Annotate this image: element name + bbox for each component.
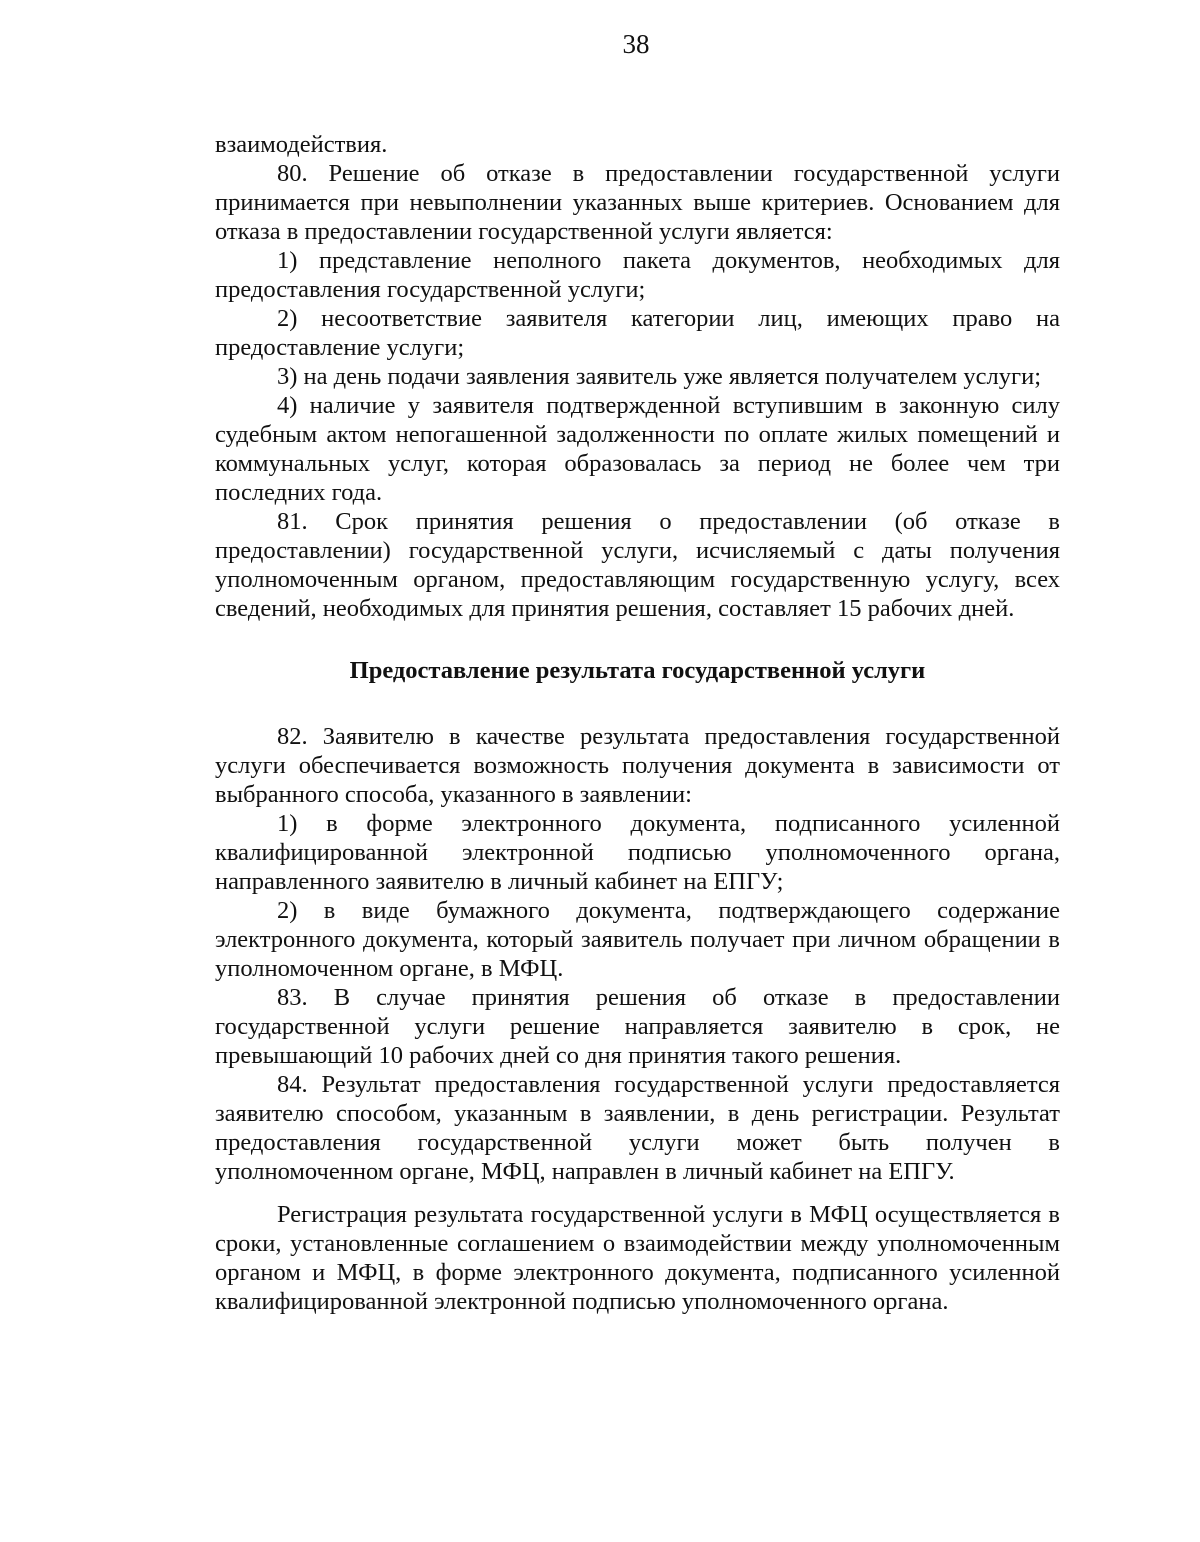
- paragraph-p-82-1: 1) в форме электронного документа, подписанного усиленной квалифицированной электронной подписью уполномоченного органа, направленного заявителю в личный кабинет на ЕПГУ;: [215, 810, 1060, 895]
- paragraphs-before-heading: [215, 130, 1060, 623]
- paragraph-p-80: 80. Решение об отказе в предоставлении государственной услуги принимается при невыполнении указанных выше критериев. Основанием для отказа в предоставлении государственной услуги является:: [215, 160, 1060, 245]
- paragraphs-after-heading: [215, 722, 1060, 1316]
- paragraph-p-81: 81. Срок принятия решения о предоставлении (об отказе в предоставлении) государственной услуги, исчисляемый с даты получения уполномоченным органом, предоставляющим государственную услугу, всех сведений, необходимых для принятия решения, составляет 15 рабочих дней.: [215, 508, 1060, 622]
- paragraph-p-84-reg: Регистрация результата государственной услуги в МФЦ осуществляется в сроки, установленные соглашением о взаимодействии между уполномоченным органом и МФЦ, в форме электронного документа, подписанного усиленной квалифицированной электронной подписью уполномоченного органа.: [215, 1201, 1060, 1315]
- document-body: [215, 130, 1060, 1316]
- paragraph-gap: [215, 1186, 1060, 1200]
- paragraph-p-continued: взаимодействия.: [215, 131, 388, 158]
- section-heading: Предоставление результата государственной услуги: [349, 657, 926, 684]
- paragraph-p-84: 84. Результат предоставления государственной услуги предоставляется заявителю способом, указанным в заявлении, в день регистрации. Результат предоставления государственной услуги может быть получен в уполномоченном органе, МФЦ, направлен в личный кабинет на ЕПГУ.: [215, 1071, 1060, 1185]
- paragraph-p-82-2: 2) в виде бумажного документа, подтверждающего содержание электронного документа, который заявитель получает при личном обращении в уполномоченном органе, в МФЦ.: [215, 897, 1060, 982]
- paragraph-p-82: 82. Заявителю в качестве результата предоставления государственной услуги обеспечивается возможность получения документа в зависимости от выбранного способа, указанного в заявлении:: [215, 723, 1060, 808]
- paragraph-p-80-2: 2) несоответствие заявителя категории лиц, имеющих право на предоставление услуги;: [215, 305, 1060, 361]
- paragraph-p-80-3: 3) на день подачи заявления заявитель уже является получателем услуги;: [277, 363, 1041, 390]
- paragraph-p-83: 83. В случае принятия решения об отказе в предоставлении государственной услуги решение направляется заявителю в срок, не превышающий 10 рабочих дней со дня принятия такого решения.: [215, 984, 1060, 1069]
- paragraph-p-80-4: 4) наличие у заявителя подтвержденной вступившим в законную силу судебным актом непогашенной задолженности по оплате жилых помещений и коммунальных услуг, которая образовалась за период не более чем три последних года.: [215, 392, 1060, 506]
- paragraph-p-80-1: 1) представление неполного пакета документов, необходимых для предоставления государственной услуги;: [215, 247, 1060, 303]
- page-number: 38: [622, 29, 650, 59]
